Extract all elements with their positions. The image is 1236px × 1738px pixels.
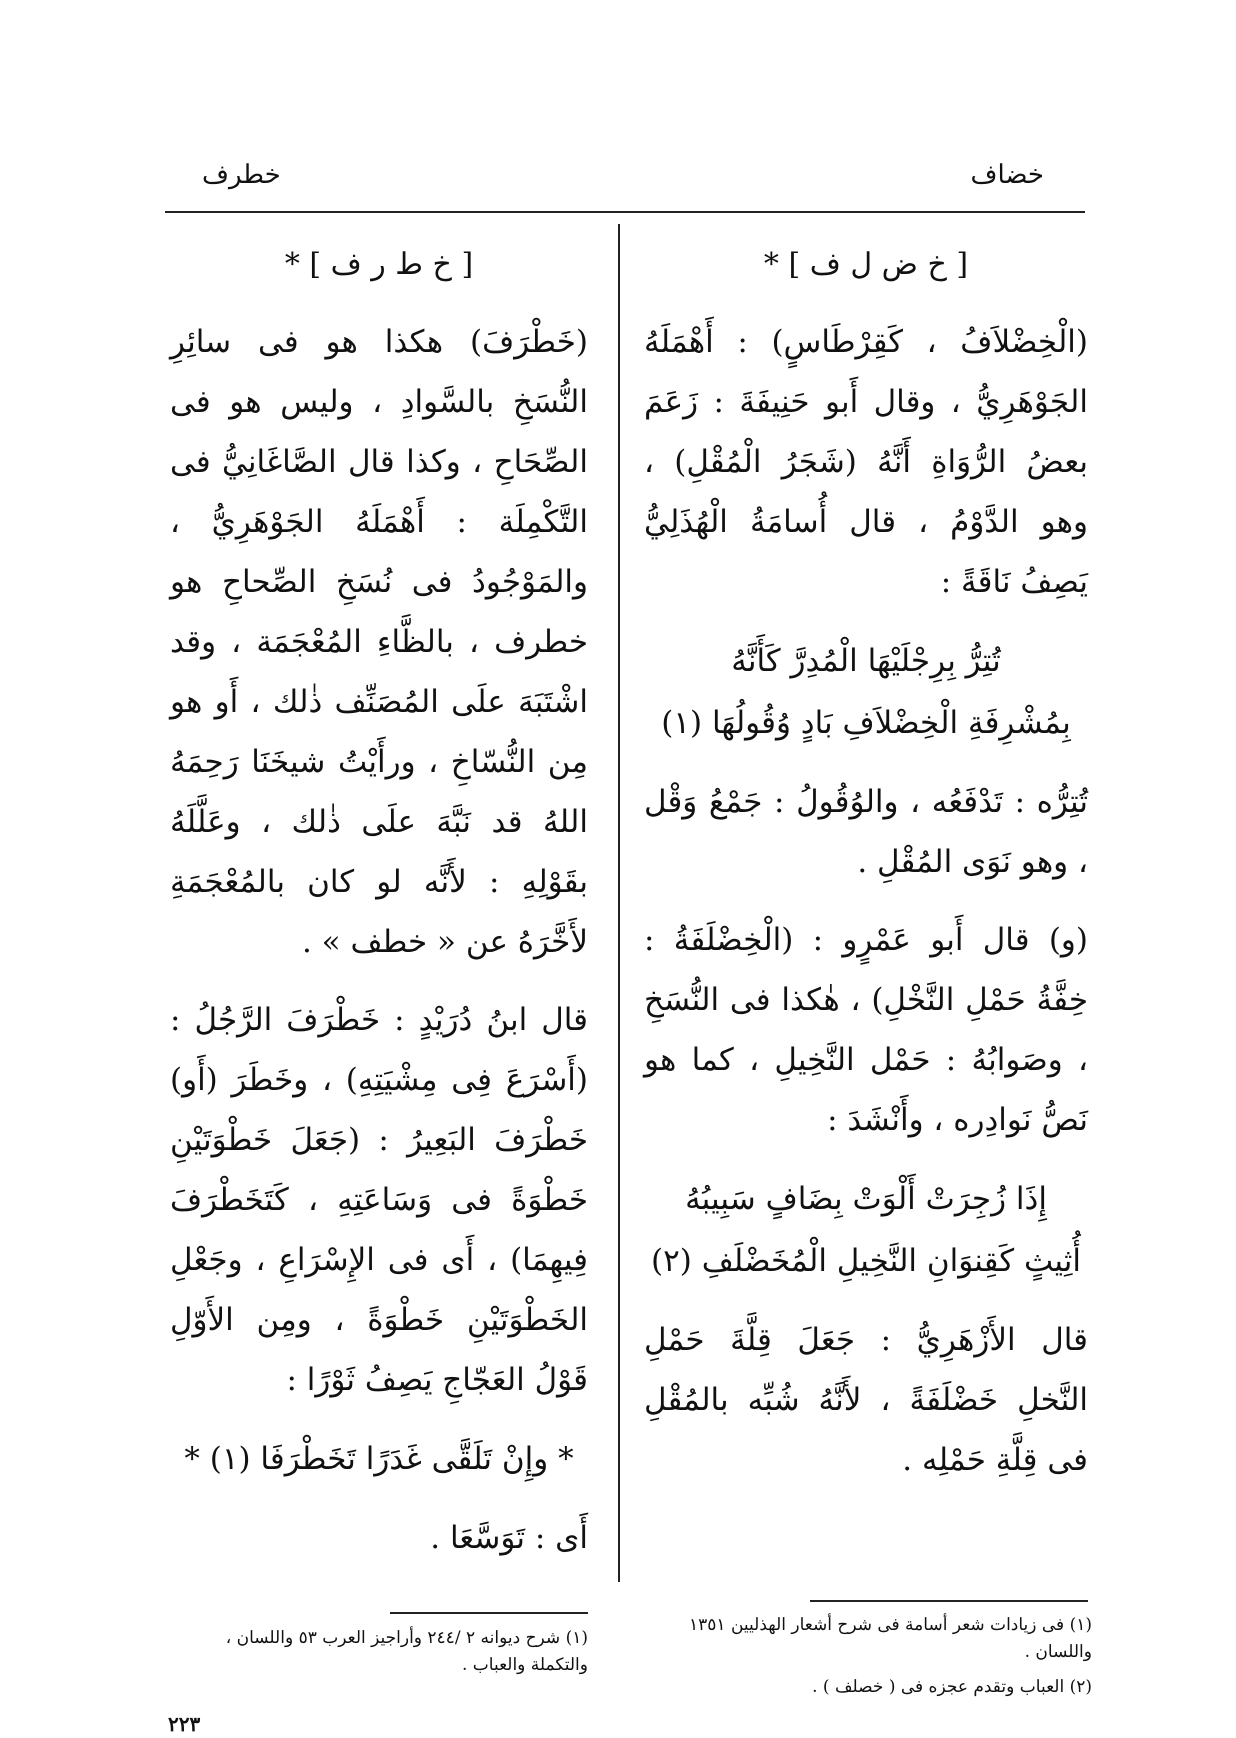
verse-line: * وإِنْ تَلَقَّى غَدَرًا تَخَطْرَفَا (١) * bbox=[184, 1441, 574, 1477]
footnote-rule-right bbox=[810, 1600, 1088, 1602]
column-divider bbox=[618, 224, 620, 1582]
verse-line: تُتِرُّ بِرِجْلَيْهَا الْمُدِرَّ كَأَنَّهُ bbox=[731, 643, 1001, 679]
footnotes-left bbox=[170, 1625, 588, 1687]
verse-line: بِمُشْرِفَةِ الْخِضْلاَفِ بَادٍ وُقُولُهَا (١) bbox=[661, 705, 1071, 741]
right-column bbox=[644, 240, 1088, 1508]
header-rule bbox=[165, 211, 1085, 213]
verse-line: أُثِيثٍ كَقِنوَانِ النَّخِيلِ الْمُخَضْلَفِ (٢) bbox=[651, 1243, 1081, 1279]
running-header-right: خضاف bbox=[970, 160, 1044, 190]
page-number: ٢٢٣ bbox=[168, 1712, 201, 1736]
footnotes-right bbox=[648, 1612, 1092, 1709]
verse-block bbox=[644, 630, 1088, 754]
footnote: (٢) العباب وتقدم عجزه فى ( خصلف ) . bbox=[812, 1677, 1092, 1697]
footnote: (١) فى زيادات شعر أسامة فى شرح أشعار الهذليين ١٣٥١ واللسان . bbox=[689, 1615, 1092, 1662]
footnote: (١) شرح ديوانه ٢ /٢٤٤ وأراجيز العرب ٥٣ واللسان ، والتكملة والعباب . bbox=[225, 1628, 588, 1675]
entry-paragraph: قال الأَزْهَرِيُّ : جَعَلَ قِلَّةَ حَمْلِ النَّخلِ خَضْلَفَةً ، لأَنَّهُ شُبِّه بالمُقْلِ فى قِلَّةِ حَمْلِه . bbox=[644, 1322, 1088, 1478]
verse-block bbox=[170, 1428, 588, 1490]
entry-paragraph: أَى : تَوَسَّعَا . bbox=[430, 1520, 588, 1556]
entry-heading-khdlf: [ خ ض ل ف ] * bbox=[763, 247, 969, 282]
verse-block bbox=[644, 1168, 1088, 1292]
left-column bbox=[170, 240, 588, 1586]
entry-paragraph: (الْخِضْلاَفُ ، كَقِرْطَاسٍ) : أَهْمَلَهُ الجَوْهَرِيُّ ، وقال أَبو حَنِيفَةَ : زَعَمَ بعضُ الرُّوَاةِ أَنَّهُ (شَجَرُ الْمُقْلِ) ، وهو الدَّوْمُ ، قال أُسامَةُ الْهُذَلِيُّ يَصِفُ نَاقَةً : bbox=[644, 324, 1088, 600]
entry-paragraph: (و) قال أَبو عَمْرٍو : (الْخِضْلَفَةُ : خِفَّةُ حَمْلِ النَّخْلِ) ، هٰكذا فى النُّسَخِ ، وصَوابُهُ : حَمْل النَّخِيلِ ، كما هو نَصُّ نَوادِره ، وأَنْشَدَ : bbox=[644, 922, 1088, 1138]
entry-paragraph: قال ابنُ دُرَيْدٍ : خَطْرَفَ الرَّجُلُ : (أَسْرَعَ فِى مِشْيَتِهِ) ، وخَطَرَ (أَو) خَطْرَفَ البَعِيرُ : (جَعَلَ خَطْوَتَيْنِ خَطْوَةً فى وَسَاعَتِهِ ، كَتَخَطْرَفَ فِيهِمَا) ، أَى فى الإِسْرَاعِ ، وجَعْلِ الخَطْوَتَيْنِ خَطْوَةً ، ومِن الأَوّلِ قَوْلُ العَجّاجِ يَصِفُ ثَوْرًا : bbox=[170, 1002, 588, 1398]
entry-paragraph: تُتِرُّه : تَدْفَعُه ، والوُقُولُ : جَمْعُ وَقْل ، وهو نَوَى المُقْلِ . bbox=[644, 784, 1088, 880]
verse-line: إِذَا زُجِرَتْ أَلْوَتْ بِضَافٍ سَبِيبُهُ bbox=[685, 1181, 1047, 1217]
entry-paragraph: (خَطْرَفَ) هكذا هو فى سائِرِ النُّسَخِ بالسَّوادِ ، وليس هو فى الصِّحَاحِ ، وكذا قال الصَّاغَانِيُّ فى التَّكْمِلَة : أَهْمَلَهُ الجَوْهَرِيُّ ، والمَوْجُودُ فى نُسَخِ الصِّحاحِ هو خطرف ، بالظَّاءِ المُعْجَمَة ، وقد اشْتَبَهَ علَى المُصَنِّف ذٰلك ، أَو هو مِن النُّسّاخِ ، ورأَيْتُ شيخَنَا رَحِمَهُ اللهُ قد نَبَّهَ علَى ذٰلك ، وعَلَّلَهُ بقَوْلِهِ : لأَنَّه لو كان بالمُعْجَمَةِ لأَخَّرَهُ عن « خطف » . bbox=[170, 324, 588, 960]
running-header-left: خطرف bbox=[202, 160, 281, 190]
entry-heading-khtrf: [ خ ط ر ف ] * bbox=[284, 247, 474, 282]
footnote-rule-left bbox=[390, 1612, 588, 1614]
